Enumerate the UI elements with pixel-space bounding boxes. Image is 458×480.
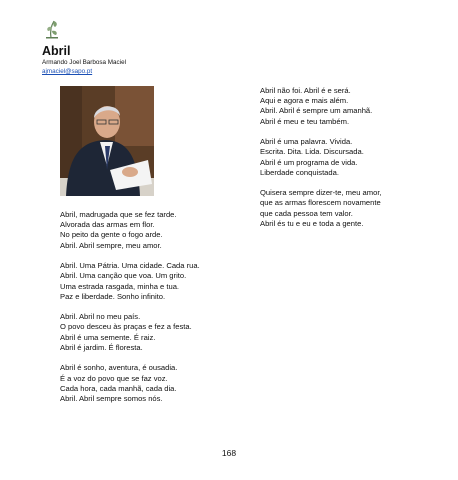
author-portrait-photo-icon	[60, 86, 154, 196]
author-email-link[interactable]: ajmaciel@sapo.pt	[42, 68, 93, 75]
poem-left-column	[60, 210, 240, 414]
publisher-logo-icon	[42, 18, 62, 40]
stanza: Quisera sempre dizer-te, meu amor, que as armas florescem novamente que cada pessoa tem valor. Abril és tu e eu e toda a gente.	[260, 188, 382, 228]
stanza: Abril. Abril no meu país. O povo desceu às praças e fez a festa. Abril é uma semente. É raiz. Abril é jardim. É floresta.	[60, 312, 192, 352]
stanza: Abril é uma palavra. Vivida. Escrita. Dita. Lida. Discursada. Abril é um programa de vida. Liberdade conquistada.	[260, 137, 364, 177]
stanza: Abril não foi. Abril é e será. Aqui e agora e mais além. Abril. Abril é sempre um amanhã. Abril é meu e teu também.	[260, 86, 373, 126]
poem-title: Abril	[42, 44, 71, 58]
author-name: Armando Joel Barbosa Maciel	[42, 59, 126, 66]
author-photo	[60, 86, 154, 196]
stanza: Abril, madrugada que se fez tarde. Alvorada das armas em flor. No peito da gente o fogo arde. Abril. Abril sempre, meu amor.	[60, 210, 177, 250]
stanza: Abril é sonho, aventura, é ousadia. É a voz do povo que se faz voz. Cada hora, cada manhã, cada dia. Abril. Abril sempre somos nós.	[60, 363, 178, 403]
stanza: Abril. Uma Pátria. Uma cidade. Cada rua. Abril. Uma canção que voa. Um grito. Uma estrada rasgada, minha e tua. Paz e liberdade. Sonho infinito.	[60, 261, 200, 301]
page-number: 168	[221, 448, 237, 458]
poem-right-column	[260, 86, 430, 239]
